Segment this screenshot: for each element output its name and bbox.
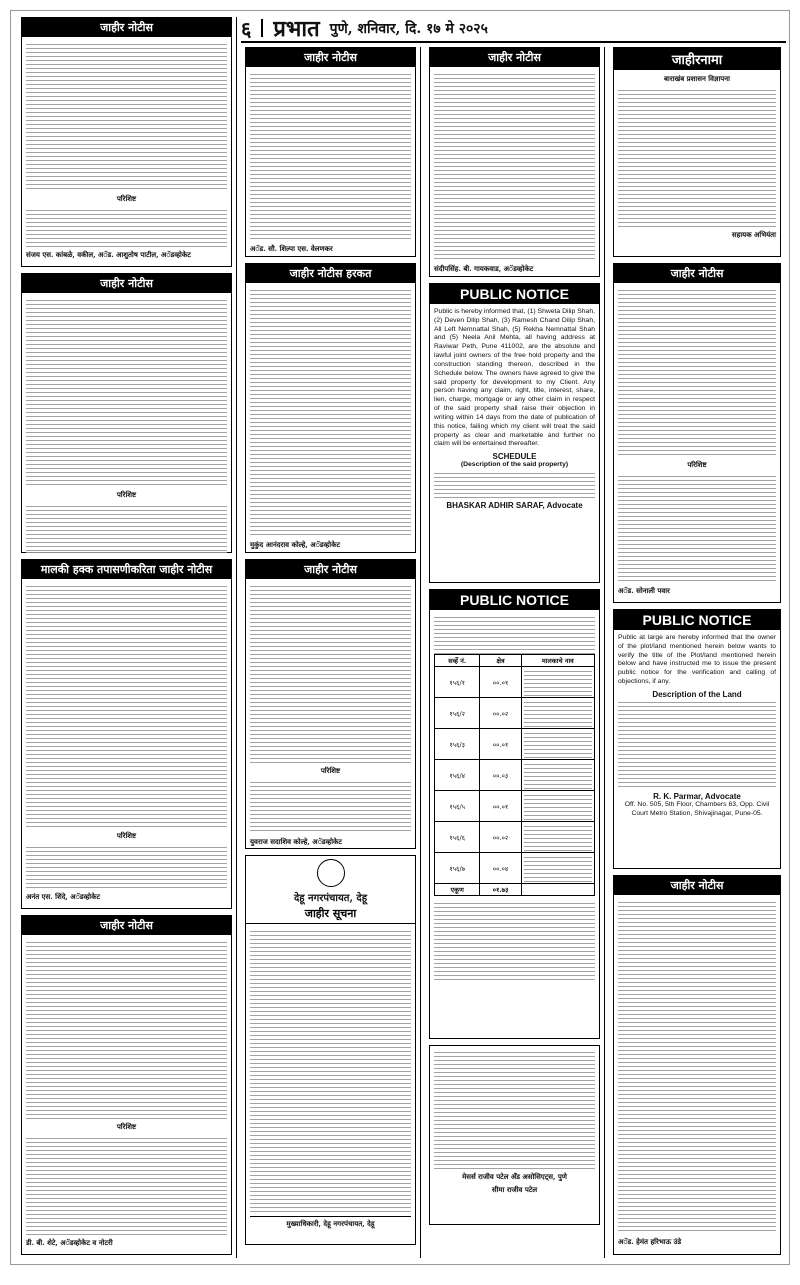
notice-9 xyxy=(429,47,600,277)
table-cell xyxy=(521,667,594,698)
notice-signer: अॅड. सौ. शिल्पा एस. वेलणकर xyxy=(250,244,333,253)
notice-title: जाहीर नोटीस xyxy=(246,560,415,579)
notice-body xyxy=(618,87,776,227)
table-row xyxy=(435,853,595,884)
notice-11 xyxy=(429,589,600,1039)
notice-signer: संजय एस. कांबळे, वकील, अॅड. आशुतोष पाटील, अॅडव्होकेट xyxy=(26,250,191,259)
notice-10 xyxy=(429,283,600,583)
notice-title: जाहीर नोटीस xyxy=(614,876,780,895)
notice-body: Public is hereby informed that, (1) Shweta Dilip Shah, (2) Deven Dilip Shah, (3) Ramesh Chand Dilip Shah, All Left Nemnattal Shah, (5) Rekha Nemnattal Shah and (5) Neela Anil Mehta, all having address at Raviwar Peth, Pune 411002, are the absolute and lawful joint owners of the free hold property and the construction standing thereon, described in the Schedule below. The owners have agreed to give the said property for development to my Client. Any person having any claim, right, title, interest, share, lien, charge, mortgage or any other claim in respect of the said property shall raise their objection in writing within 14 days from the date of publication of this notice, failing which my client will treat the said property as clear and marketable and further no claim will be entertained thereafter. xyxy=(434,308,595,448)
notice-8 xyxy=(245,855,416,1245)
notice-4 xyxy=(21,915,232,1255)
notice-title: जाहीर नोटीस xyxy=(22,274,231,293)
notice-title: जाहीर नोटीस xyxy=(246,48,415,67)
notice-body xyxy=(26,41,227,191)
notice-schedule xyxy=(26,844,227,889)
page-number: ६ xyxy=(241,16,252,41)
table-cell: ००.०१ xyxy=(480,729,521,760)
notice-body xyxy=(618,899,776,1234)
notice-signer: मुकुंद आनंदराव कोल्हे, अॅडव्होकेट xyxy=(250,540,340,549)
notice-schedule xyxy=(250,779,411,834)
notice-body xyxy=(26,583,227,828)
notice-body xyxy=(434,1049,595,1169)
notice-body xyxy=(618,287,776,457)
schedule-text xyxy=(618,699,776,789)
table-row xyxy=(435,729,595,760)
table-cell: १५६/७ xyxy=(435,853,480,884)
notice-signer: सीमा राजीव पटेल xyxy=(491,1185,538,1194)
notice-signer: डी. बी. शेटे, अॅडव्होकेट व नोटरी xyxy=(26,1238,113,1247)
schedule-subheading: (Description of the said property) xyxy=(460,461,569,469)
table-row xyxy=(435,667,595,698)
table-cell xyxy=(521,853,594,884)
newspaper-page xyxy=(10,10,790,1265)
table-cell: ००.०२ xyxy=(480,698,521,729)
notice-title: जाहीरनामा xyxy=(614,48,780,70)
table-cell: १५६/२ xyxy=(435,698,480,729)
notice-subtitle: जाहीर सूचना xyxy=(246,904,415,924)
notice-title: देहू नगरपंचायत, देहू xyxy=(293,893,368,904)
table-header: क्षेत्र xyxy=(480,655,521,667)
notice-5 xyxy=(245,47,416,257)
notice-body xyxy=(250,928,411,1213)
table-cell xyxy=(521,884,594,896)
table-cell: १५६/३ xyxy=(435,729,480,760)
notice-signer: मुख्याधिकारी, देहू नगरपंचायत, देहू xyxy=(250,1216,411,1229)
newspaper-name: प्रभात xyxy=(273,16,320,42)
notice-subheading: परिशिष्ट xyxy=(320,766,341,775)
column-3 xyxy=(425,47,605,1258)
notice-title: मेसर्स राजीव पटेल अँड असोसिएट्स, पुणे xyxy=(462,1172,567,1181)
column-4 xyxy=(609,47,785,1258)
notice-title: PUBLIC NOTICE xyxy=(430,590,599,610)
table-cell: ०१.७३ xyxy=(480,884,521,896)
notice-body xyxy=(250,287,411,537)
column-1 xyxy=(17,17,237,1258)
notice-title: जाहीर नोटीस xyxy=(430,48,599,67)
table-cell: १५६/६ xyxy=(435,822,480,853)
notice-signer: युवराज सदाशिव कोल्हे, अॅडव्होकेट xyxy=(250,837,342,846)
notice-signer: BHASKAR ADHIR SARAF, Advocate xyxy=(446,501,583,511)
table-cell: ००.०४ xyxy=(480,853,521,884)
notice-title: जाहीर नोटीस xyxy=(614,264,780,283)
table-cell: १५६/५ xyxy=(435,791,480,822)
notice-12 xyxy=(429,1045,600,1225)
masthead-divider xyxy=(261,19,263,37)
table-cell: एकूण xyxy=(435,884,480,896)
notice-signer: अॅड. सोनाली पवार xyxy=(618,586,670,595)
notice-3 xyxy=(21,559,232,909)
notice-6 xyxy=(245,263,416,553)
notice-schedule xyxy=(26,207,227,247)
table-cell xyxy=(521,729,594,760)
table-cell xyxy=(521,698,594,729)
schedule-text xyxy=(434,470,595,498)
notice-body xyxy=(26,297,227,487)
notice-schedule xyxy=(618,473,776,583)
notice-signer: संदीपसिंह. बी. गायकवाड, अॅडव्होकेट xyxy=(434,264,534,273)
notice-title: जाहीर नोटीस xyxy=(22,916,231,935)
notice-footer-text xyxy=(434,900,595,980)
column-2 xyxy=(241,47,421,1258)
notice-body xyxy=(250,71,411,241)
schedule-heading: SCHEDULE xyxy=(492,452,537,462)
notice-schedule xyxy=(26,1135,227,1235)
masthead-rule xyxy=(241,41,786,43)
notice-body xyxy=(26,939,227,1119)
notice-16 xyxy=(613,875,781,1255)
notice-signer: अॅड. हेमंत हरिभाऊ उंडे xyxy=(618,1237,682,1246)
masthead xyxy=(241,16,781,42)
table-row xyxy=(435,822,595,853)
table-cell: १५६/४ xyxy=(435,760,480,791)
table-cell: ००.०१ xyxy=(480,791,521,822)
notice-subtitle: बाराखंब प्रशासन विज्ञापना xyxy=(664,74,730,83)
notice-body xyxy=(250,583,411,763)
table-cell xyxy=(521,760,594,791)
table-header: मालकाचे नाव xyxy=(521,655,594,667)
schedule-table xyxy=(434,654,595,896)
notice-signer: R. K. Parmar, Advocate xyxy=(653,791,741,801)
notice-15 xyxy=(613,609,781,869)
table-cell: ००.०३ xyxy=(480,760,521,791)
notice-body xyxy=(434,71,595,261)
table-cell: १५६/१ xyxy=(435,667,480,698)
notice-title: मालकी हक्क तपासणीकरिता जाहीर नोटीस xyxy=(22,560,231,579)
signer-address: Off. No. 505, 5th Floor, Chambers 63, Opp. Civil Court Metro Station, Shivajinagar, Pune-05. xyxy=(624,800,770,817)
table-cell xyxy=(521,791,594,822)
notice-subheading: परिशिष्ट xyxy=(116,194,137,203)
table-cell: ००.०१ xyxy=(480,667,521,698)
notice-title: जाहीर नोटीस xyxy=(22,18,231,37)
schedule-heading: Description of the Land xyxy=(652,689,742,699)
notice-signer: अनंत एस. शिंदे, अॅडव्होकेट xyxy=(26,892,101,901)
notice-7 xyxy=(245,559,416,849)
notice-title: PUBLIC NOTICE xyxy=(614,610,780,630)
table-row xyxy=(435,760,595,791)
table-cell xyxy=(521,822,594,853)
notice-subheading: परिशिष्ट xyxy=(116,1122,137,1131)
notice-subheading: परिशिष्ट xyxy=(687,460,707,469)
notice-13 xyxy=(613,47,781,257)
dateline: पुणे, शनिवार, दि. १७ मे २०२५ xyxy=(329,20,488,37)
table-row xyxy=(435,698,595,729)
notice-signer: सहायक अभियंता xyxy=(731,230,776,239)
notice-body: Public at large are hereby informed that the owner of the plot/land mentioned herein below wants to verify the title of the Plot/land mentioned herein below and have instructed me to issue the present public notice for the verification and calling of objections, if any. xyxy=(618,634,776,686)
municipal-logo-icon xyxy=(317,859,345,887)
notice-2 xyxy=(21,273,232,553)
table-cell: ००.०२ xyxy=(480,822,521,853)
notice-1 xyxy=(21,17,232,267)
notice-body xyxy=(434,614,595,654)
table-total-row xyxy=(435,884,595,896)
table-header: सर्व्हे नं. xyxy=(435,655,480,667)
notice-title: PUBLIC NOTICE xyxy=(430,284,599,304)
notice-schedule xyxy=(26,503,227,553)
notice-14 xyxy=(613,263,781,603)
table-row xyxy=(435,791,595,822)
notice-title: जाहीर नोटीस हरकत xyxy=(246,264,415,283)
notice-subheading: परिशिष्ट xyxy=(116,490,137,499)
notice-subheading: परिशिष्ट xyxy=(116,831,137,840)
